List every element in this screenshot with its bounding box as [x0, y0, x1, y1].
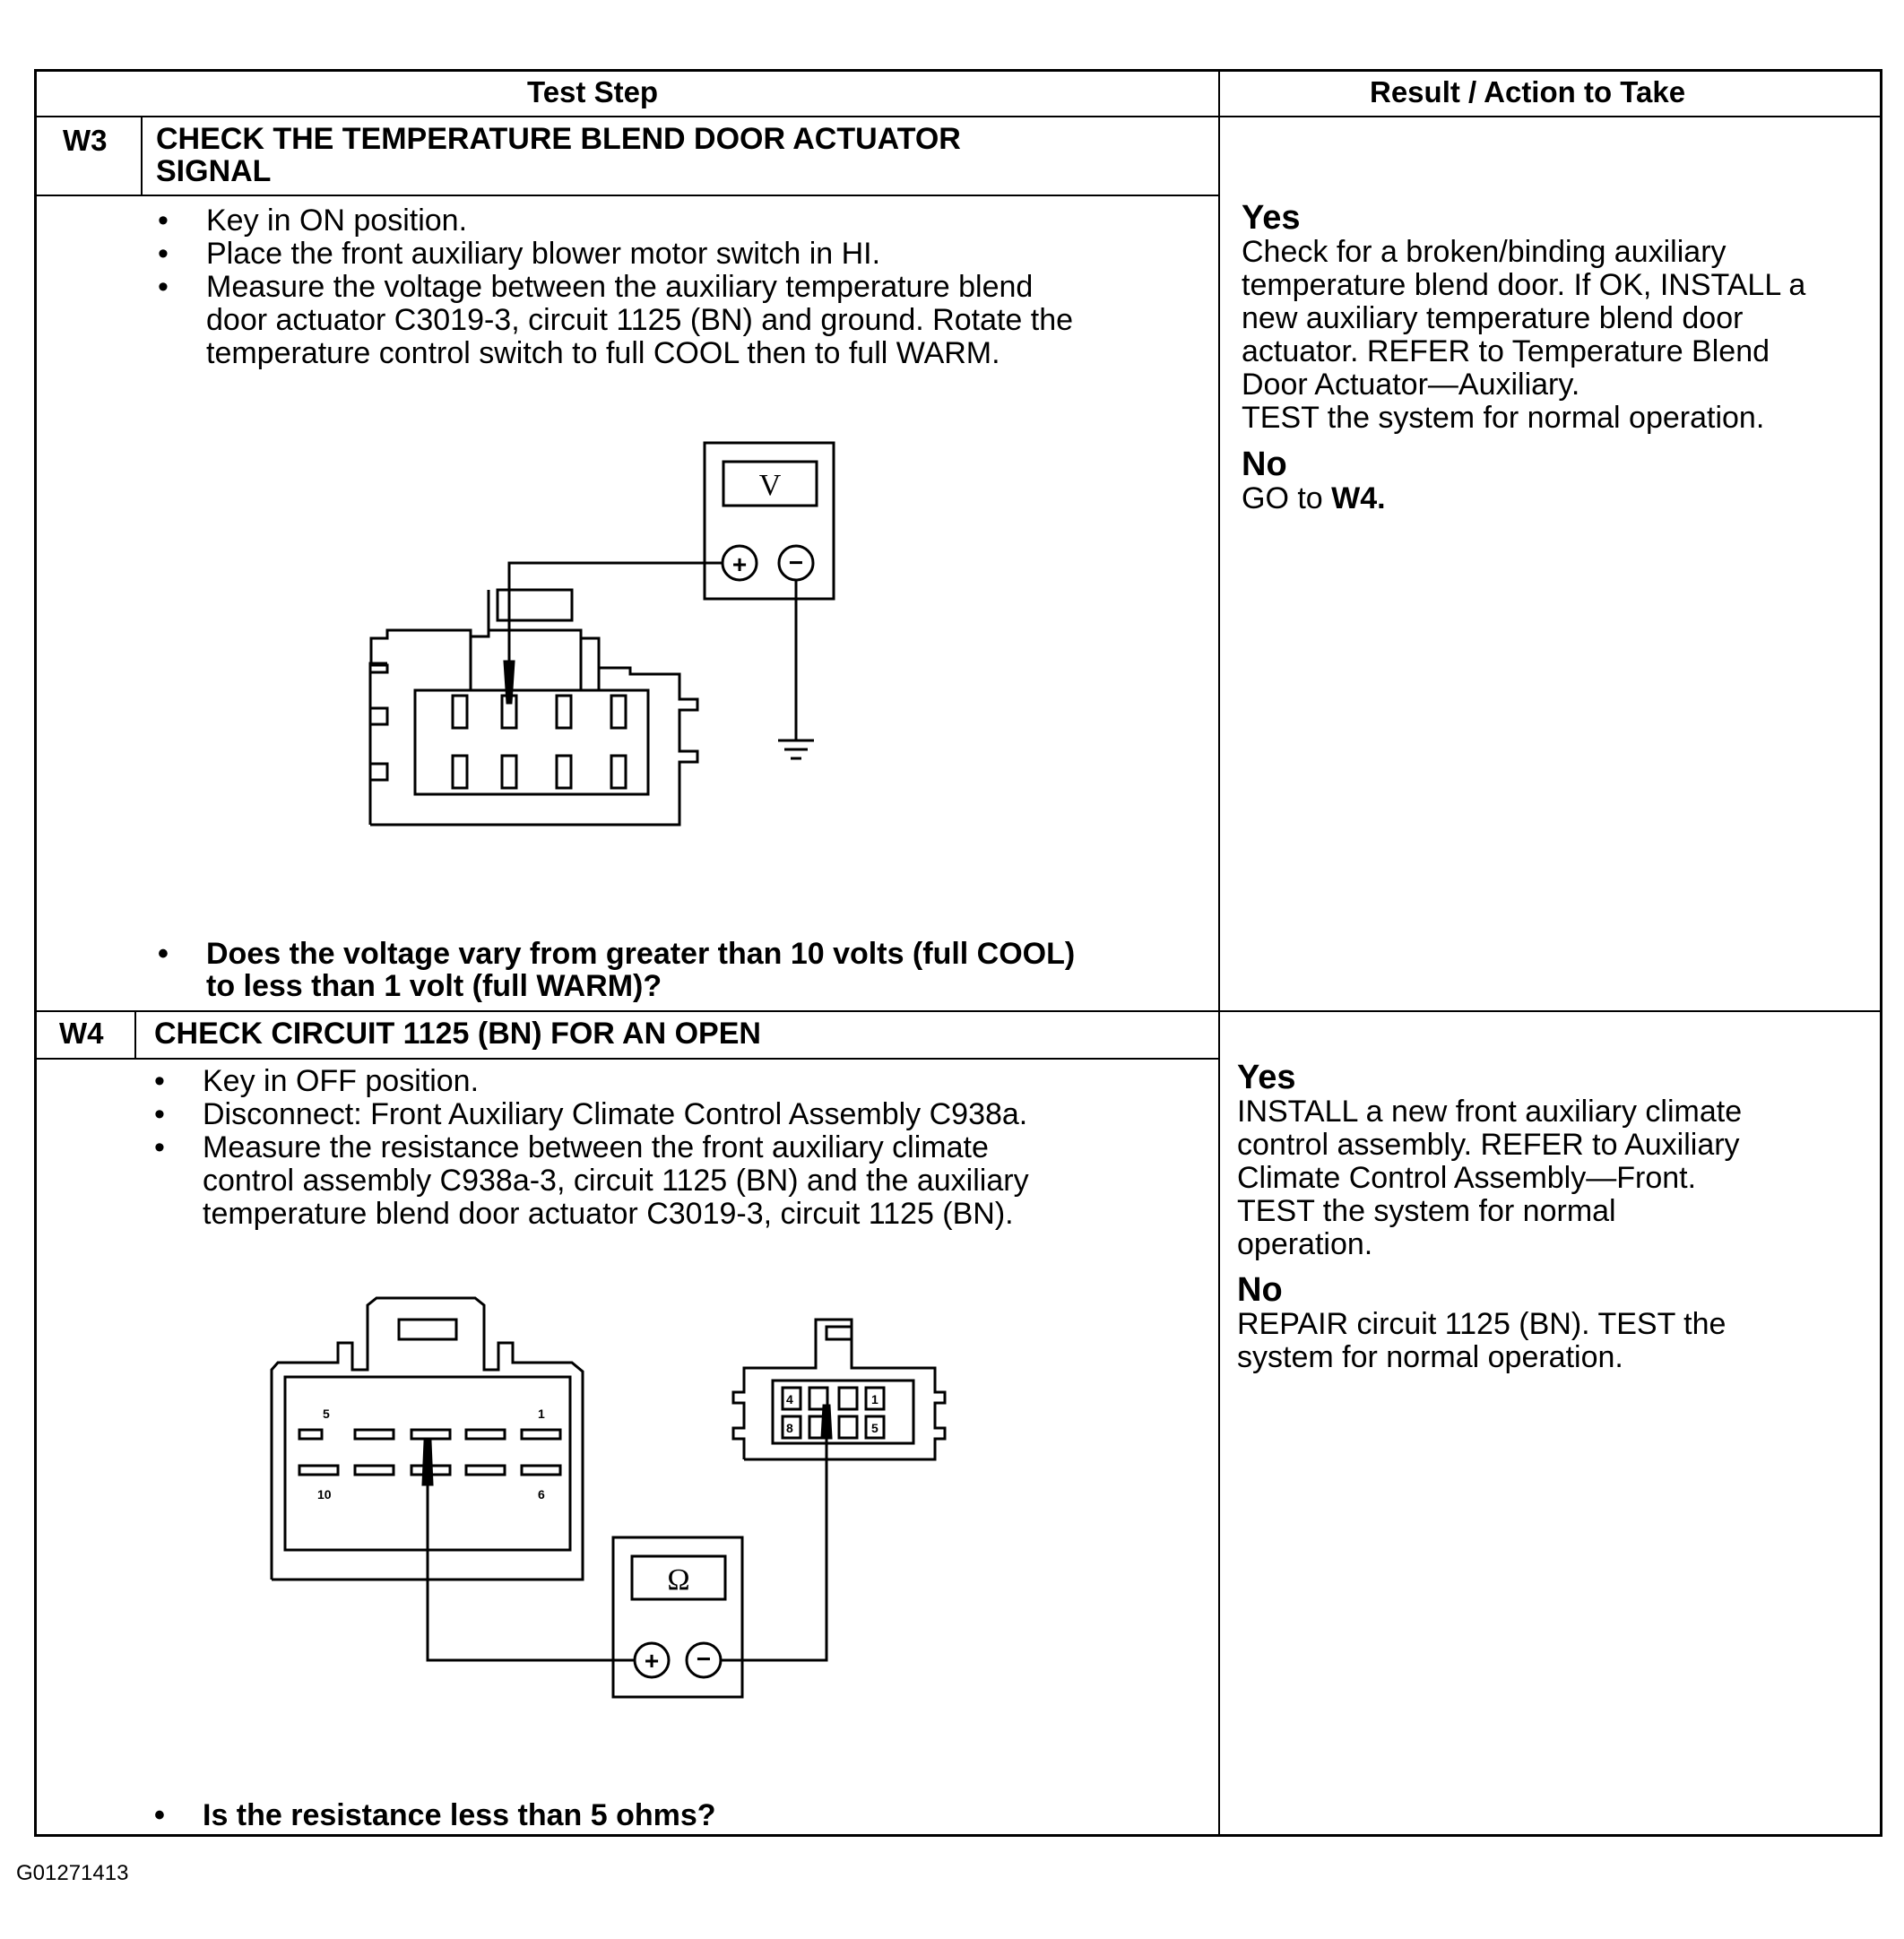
w4-yes-line: Climate Control Assembly—Front. — [1237, 1161, 1697, 1195]
w4-instruction: • Measure the resistance between the front auxiliary climate — [151, 1131, 1027, 1164]
figure-id: G01271413 — [16, 1861, 129, 1885]
pin-label: 4 — [786, 1392, 793, 1407]
positive-lead — [509, 563, 723, 690]
w4-yes-line: INSTALL a new front auxiliary climate — [1237, 1095, 1743, 1129]
voltmeter-symbol: V — [758, 469, 782, 502]
pin-label: 5 — [323, 1407, 330, 1421]
w3-yes-line: temperature blend door. If OK, INSTALL a — [1242, 268, 1806, 302]
minus-terminal: − — [696, 1645, 712, 1673]
ohmmeter — [613, 1537, 742, 1697]
w4-instruction: • Key in OFF position. — [151, 1065, 1027, 1098]
positive-lead — [428, 1461, 635, 1660]
ground-icon — [778, 740, 814, 758]
w3-yes-label: Yes — [1242, 199, 1301, 237]
voltmeter — [705, 443, 834, 599]
minus-terminal: − — [788, 549, 804, 576]
w4-instruction-continued: control assembly C938a-3, circuit 1125 (BN) and the auxiliary — [203, 1164, 1029, 1198]
w3-instruction-continued: door actuator C3019-3, circuit 1125 (BN) and ground. Rotate the — [206, 303, 1074, 337]
w4-ohmmeter-diagram — [272, 1298, 945, 1697]
pin-label: 6 — [538, 1487, 545, 1502]
w4-instruction-continued: temperature blend door actuator C3019-3, circuit 1125 (BN). — [203, 1197, 1014, 1231]
w3-no-text-link: W4. — [1331, 481, 1386, 515]
step-title-w4: CHECK CIRCUIT 1125 (BN) FOR AN OPEN — [154, 1017, 761, 1051]
w4-no-line: REPAIR circuit 1125 (BN). TEST the — [1237, 1307, 1727, 1341]
pin-label: 1 — [871, 1392, 878, 1407]
w3-yes-line: actuator. REFER to Temperature Blend — [1242, 334, 1770, 368]
w3-yes-line: Check for a broken/binding auxiliary — [1242, 235, 1727, 269]
bullet: • — [158, 937, 169, 971]
w4-yes-line: control assembly. REFER to Auxiliary — [1237, 1128, 1740, 1162]
w3-question-line2: to less than 1 volt (full WARM)? — [206, 969, 662, 1003]
w4-yes-label: Yes — [1237, 1059, 1296, 1096]
actuator-connector-c3019 — [370, 590, 697, 825]
negative-probe-tip — [822, 1406, 831, 1438]
w3-yes-line: new auxiliary temperature blend door — [1242, 301, 1744, 335]
w3-question-line1: Does the voltage vary from greater than 10 volts (full COOL) — [206, 937, 1076, 971]
header-test-step: Test Step — [527, 75, 659, 108]
w4-no-line: system for normal operation. — [1237, 1340, 1623, 1374]
w3-no-text-prefix: GO to — [1242, 481, 1332, 515]
step-title-w3-line1: CHECK THE TEMPERATURE BLEND DOOR ACTUATOR — [156, 122, 961, 156]
w4-no-label: No — [1237, 1271, 1283, 1309]
step-id-w3: W3 — [63, 124, 108, 157]
w3-voltmeter-diagram — [370, 443, 834, 825]
bullet: • — [154, 1798, 165, 1832]
step-id-w4: W4 — [59, 1017, 104, 1050]
w4-instruction: • Disconnect: Front Auxiliary Climate Control Assembly C938a. — [151, 1098, 1027, 1131]
plus-terminal: + — [644, 1647, 660, 1675]
ohmmeter-symbol: Ω — [667, 1563, 690, 1597]
w4-yes-line: operation. — [1237, 1227, 1373, 1261]
pin-label: 8 — [786, 1421, 793, 1435]
w4-yes-line: TEST the system for normal — [1237, 1194, 1616, 1228]
w3-instruction: • Measure the voltage between the auxiliary temperature blend — [154, 271, 1033, 304]
w4-question-line1: Is the resistance less than 5 ohms? — [203, 1798, 716, 1832]
w3-yes-line: TEST the system for normal operation. — [1242, 401, 1765, 435]
w3-yes-line: Door Actuator—Auxiliary. — [1242, 368, 1580, 402]
pin-label: 5 — [871, 1421, 878, 1435]
step-title-w3-line2: SIGNAL — [156, 154, 272, 188]
header-result-action: Result / Action to Take — [1370, 75, 1686, 108]
pin-label: 10 — [317, 1487, 332, 1502]
w3-no-label: No — [1242, 446, 1287, 483]
actuator-connector-c3019-small — [733, 1320, 945, 1459]
pin-label: 1 — [538, 1407, 545, 1421]
positive-probe-tip — [423, 1441, 432, 1485]
plus-terminal: + — [731, 550, 748, 578]
w3-instruction: • Place the front auxiliary blower motor switch in HI. — [154, 238, 1033, 271]
w3-instruction-continued: temperature control switch to full COOL then to full WARM. — [206, 336, 1000, 370]
w3-instruction: • Key in ON position. — [154, 204, 1033, 238]
